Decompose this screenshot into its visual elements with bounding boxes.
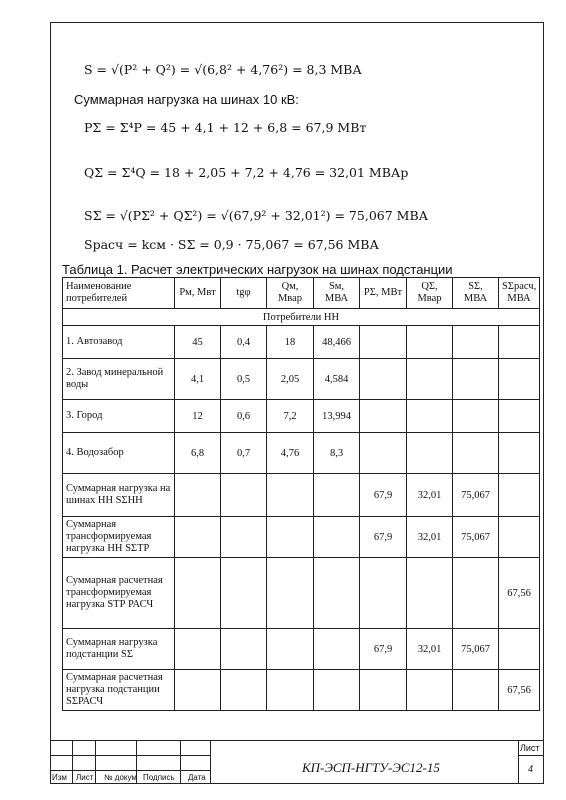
table-cell [407, 558, 453, 629]
column-header: QΣ, Мвар [407, 278, 453, 309]
table-cell [407, 326, 453, 359]
table-cell [407, 359, 453, 400]
table-cell [267, 517, 314, 558]
table-cell [314, 558, 360, 629]
table-cell: 67,56 [499, 670, 540, 711]
column-header: PΣ, МВт [360, 278, 407, 309]
table-cell [175, 517, 221, 558]
table-cell [267, 474, 314, 517]
table-row [63, 433, 540, 474]
column-header: SΣ, МВА [453, 278, 499, 309]
column-header: tgφ [221, 278, 267, 309]
table-cell [175, 474, 221, 517]
table-cell [221, 474, 267, 517]
table-cell: 0,6 [221, 400, 267, 433]
table-cell: 4,76 [267, 433, 314, 474]
table-cell [407, 400, 453, 433]
table-cell: 2,05 [267, 359, 314, 400]
table-cell [221, 517, 267, 558]
table-cell [360, 670, 407, 711]
table-cell [314, 629, 360, 670]
table-row [63, 326, 540, 359]
table-cell: 67,9 [360, 474, 407, 517]
table-cell [453, 670, 499, 711]
table-cell [267, 558, 314, 629]
consumer-name: Суммарная нагрузка подстанции SΣ [63, 629, 175, 670]
table-cell: 4,584 [314, 359, 360, 400]
stamp-col-izm: Изм [52, 773, 67, 782]
table-cell: 12 [175, 400, 221, 433]
table-cell: 6,8 [175, 433, 221, 474]
table-cell [221, 670, 267, 711]
table-cell [453, 400, 499, 433]
stamp-col-sign: Подпись [143, 773, 175, 782]
section-label: Потребители НН [63, 309, 540, 326]
table-cell [175, 670, 221, 711]
table-cell: 32,01 [407, 517, 453, 558]
consumer-name: 1. Автозавод [63, 326, 175, 359]
title-block [50, 740, 544, 784]
column-header: Pм, Мвт [175, 278, 221, 309]
table-row [63, 474, 540, 517]
table-cell [499, 433, 540, 474]
stamp-divider [95, 740, 96, 784]
sheet-label: Лист [520, 743, 540, 753]
stamp-divider [518, 740, 519, 784]
table-cell [499, 517, 540, 558]
sheet-number: 4 [528, 764, 533, 775]
table-cell: 45 [175, 326, 221, 359]
table-header-row [63, 278, 540, 309]
section-row [63, 309, 540, 326]
table-cell [499, 359, 540, 400]
stamp-col-date: Дата [188, 773, 206, 782]
table-cell [499, 474, 540, 517]
table-cell: 7,2 [267, 400, 314, 433]
table-cell: 75,067 [453, 474, 499, 517]
stamp-col-doc: № докум [104, 773, 137, 782]
table-cell [175, 558, 221, 629]
table-cell: 67,56 [499, 558, 540, 629]
stamp-divider [210, 740, 211, 784]
bus-load-heading: Суммарная нагрузка на шинах 10 кВ: [74, 92, 299, 107]
table-row [63, 400, 540, 433]
table-cell: 67,9 [360, 629, 407, 670]
table-cell: 4,1 [175, 359, 221, 400]
table-cell [499, 326, 540, 359]
table-cell [453, 359, 499, 400]
loads-table [62, 277, 540, 711]
stamp-divider [518, 755, 544, 756]
table-cell [360, 400, 407, 433]
table-cell [175, 629, 221, 670]
table-cell: 75,067 [453, 517, 499, 558]
table-cell [407, 670, 453, 711]
formula-s-sum: SΣ = √(PΣ² + QΣ²) = √(67,9² + 32,01²) = 75,067 МВА [84, 208, 429, 223]
column-header: Sм, МВА [314, 278, 360, 309]
column-header: Наименование потребителей [63, 278, 175, 309]
table-cell: 48,466 [314, 326, 360, 359]
table-row [63, 517, 540, 558]
table-row [63, 629, 540, 670]
table-cell [314, 517, 360, 558]
table-cell [314, 670, 360, 711]
table-cell [360, 433, 407, 474]
table-cell [499, 400, 540, 433]
table-cell: 0,7 [221, 433, 267, 474]
table-cell: 32,01 [407, 629, 453, 670]
table-cell: 0,4 [221, 326, 267, 359]
table-cell [360, 326, 407, 359]
column-header: SΣрасч, МВА [499, 278, 540, 309]
table-cell: 13,994 [314, 400, 360, 433]
formula-p-sum: PΣ = Σ⁴P = 45 + 4,1 + 12 + 6,8 = 67,9 МВт [84, 120, 367, 135]
consumer-name: Суммарная трансформируемая нагрузка НН SΣТР [63, 517, 175, 558]
table-cell [267, 670, 314, 711]
table-cell [360, 359, 407, 400]
table-cell: 0,5 [221, 359, 267, 400]
consumer-name: Суммарная расчетная нагрузка подстанции SΣРАСЧ [63, 670, 175, 711]
formula-q-sum: QΣ = Σ⁴Q = 18 + 2,05 + 7,2 + 4,76 = 32,01 МВАр [84, 165, 409, 180]
consumer-name: Суммарная расчетная трансформируемая нагрузка SТР РАСЧ [63, 558, 175, 629]
stamp-divider [180, 740, 181, 784]
table-row [63, 359, 540, 400]
table-cell [453, 433, 499, 474]
table-cell [314, 474, 360, 517]
consumer-name: Суммарная нагрузка на шинах НН SΣНН [63, 474, 175, 517]
consumer-name: 2. Завод минеральной воды [63, 359, 175, 400]
consumer-name: 3. Город [63, 400, 175, 433]
stamp-divider [50, 770, 210, 771]
table-cell: 75,067 [453, 629, 499, 670]
table-cell [453, 558, 499, 629]
table-caption: Таблица 1. Расчет электрических нагрузок на шинах подстанции [62, 262, 453, 277]
table-cell [267, 629, 314, 670]
table-cell: 8,3 [314, 433, 360, 474]
table-cell: 32,01 [407, 474, 453, 517]
table-cell [221, 629, 267, 670]
stamp-divider [50, 755, 210, 756]
table-cell [407, 433, 453, 474]
document-code: КП-ЭСП-НГТУ-ЭС12-15 [302, 760, 440, 775]
table-cell: 67,9 [360, 517, 407, 558]
table-cell [360, 558, 407, 629]
table-cell [499, 629, 540, 670]
table-row [63, 670, 540, 711]
table-row [63, 558, 540, 629]
table-cell: 18 [267, 326, 314, 359]
formula-s: S = √(P² + Q²) = √(6,8² + 4,76²) = 8,3 МВА [84, 62, 362, 77]
table-cell [221, 558, 267, 629]
formula-s-calc: Sрасч = kсм · SΣ = 0,9 · 75,067 = 67,56 МВА [84, 237, 379, 252]
consumer-name: 4. Водозабор [63, 433, 175, 474]
table-cell [453, 326, 499, 359]
column-header: Qм, Мвар [267, 278, 314, 309]
stamp-col-list: Лист [76, 773, 94, 782]
stamp-divider [72, 740, 73, 784]
